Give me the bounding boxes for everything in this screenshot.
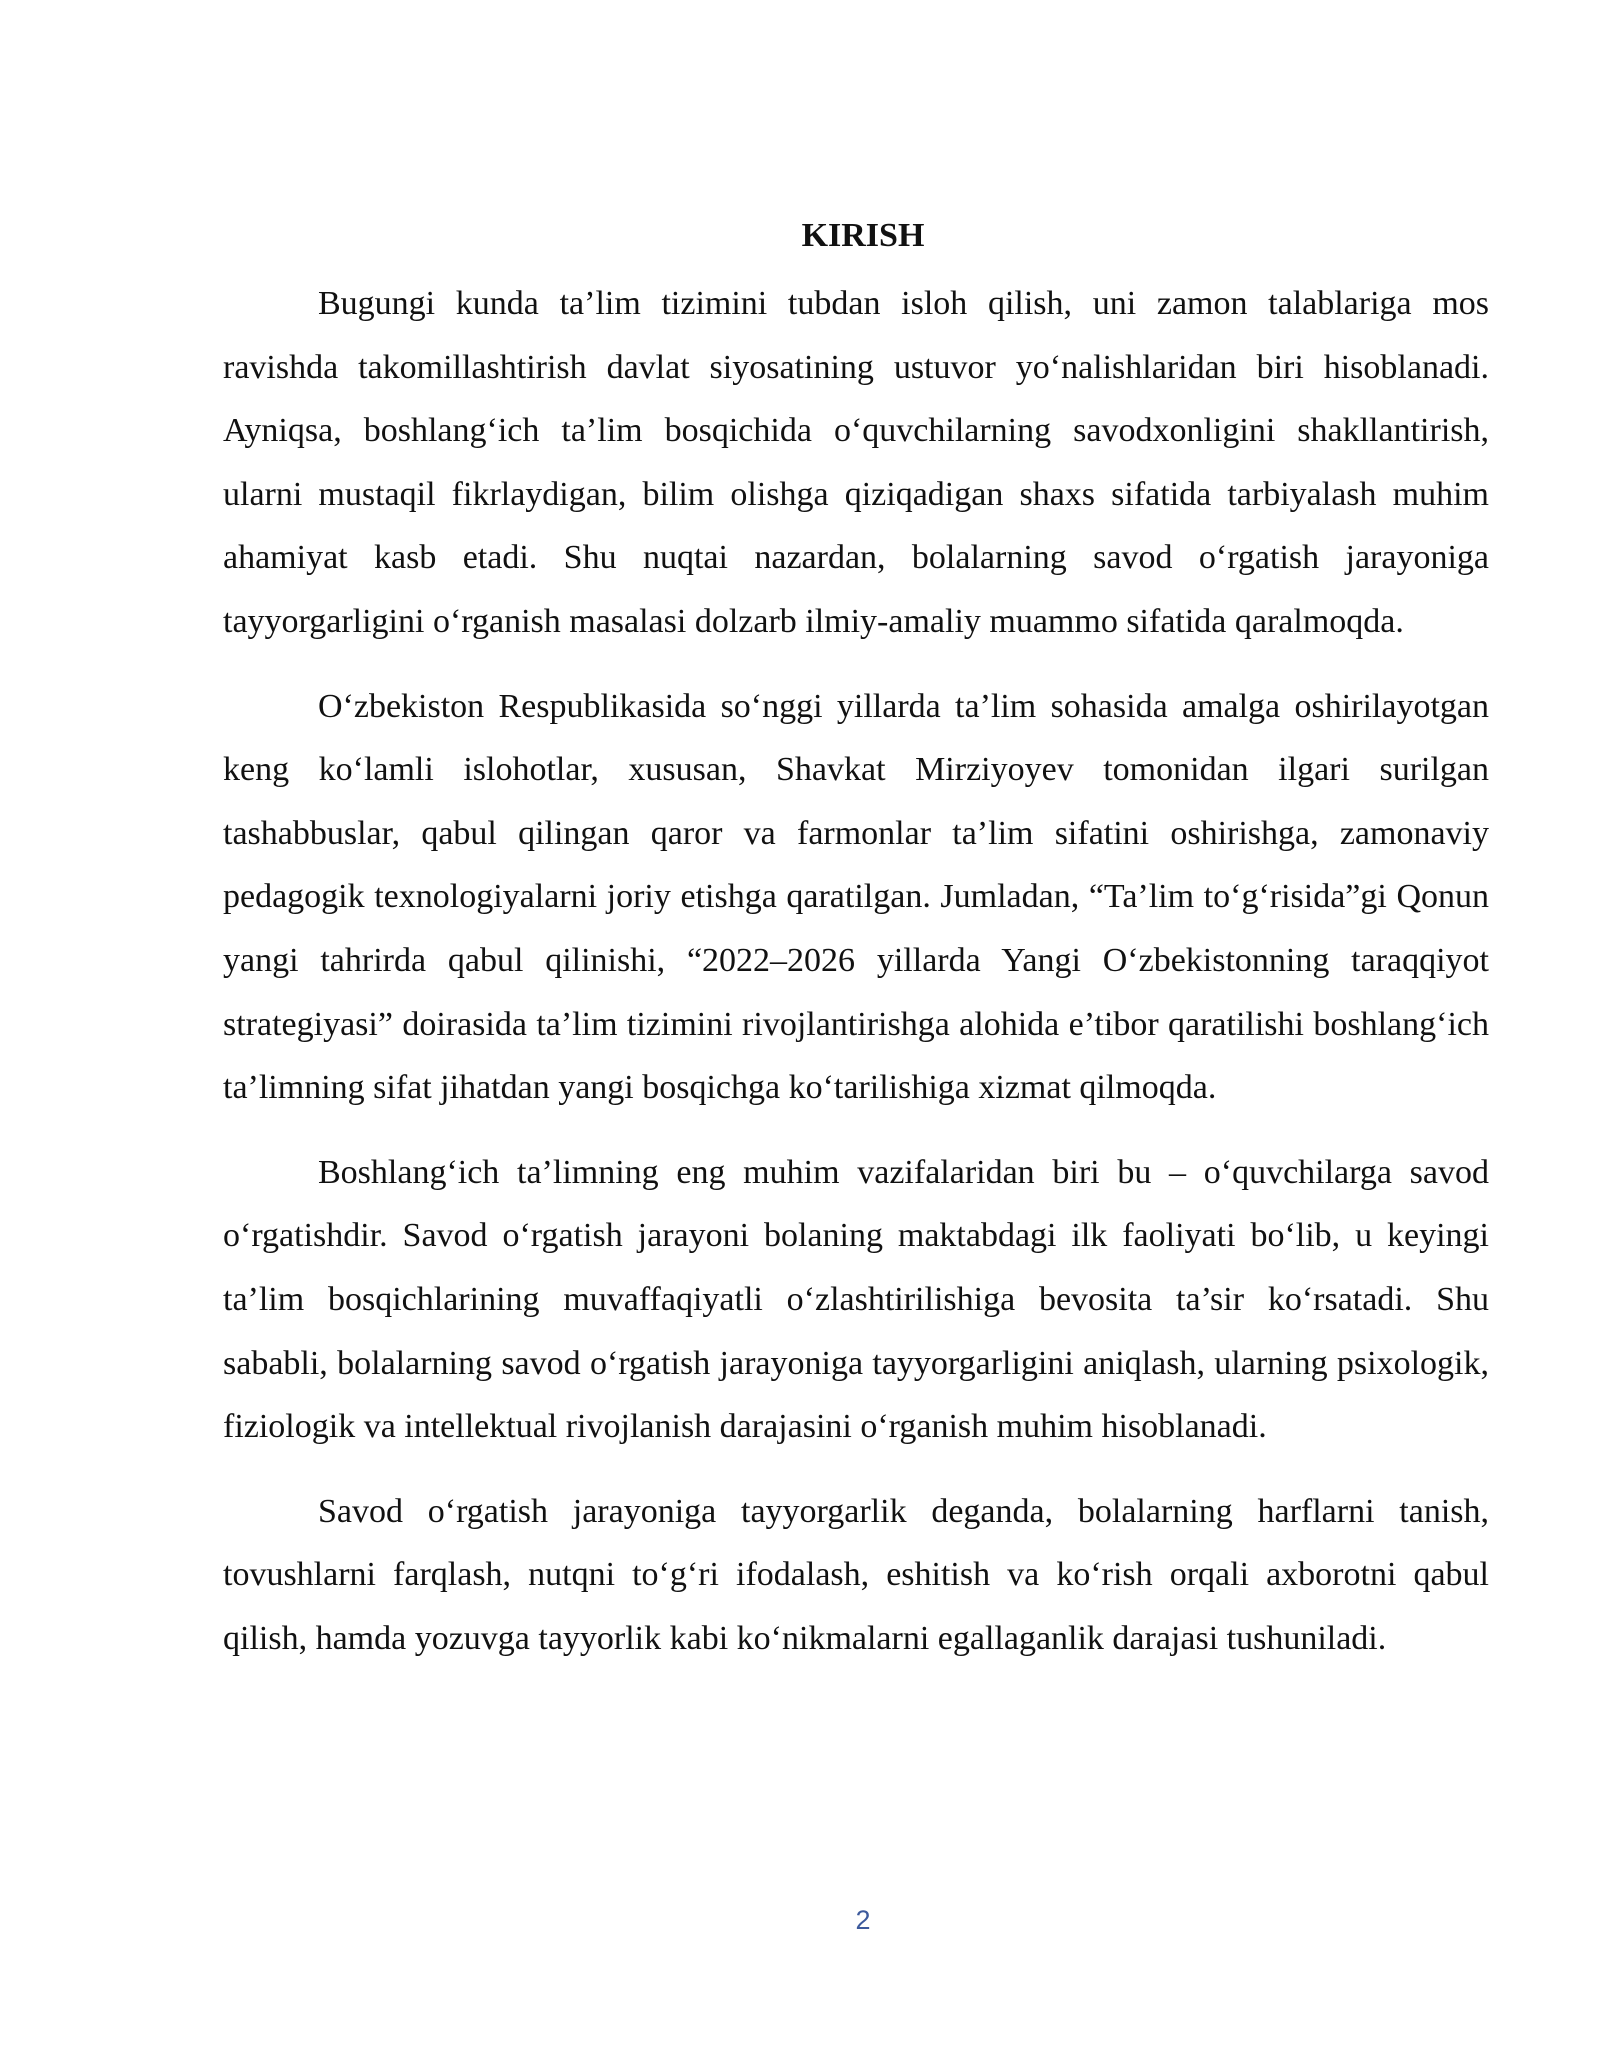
document-body: [223, 210, 1489, 1691]
section-heading: KIRISH: [801, 217, 925, 254]
paragraph-3: Boshlang‘ich ta’limning eng muhim vazifalaridan biri bu – o‘quvchilarga savod o‘rgatishdir. Savod o‘rgatish jarayoni bolaning maktabdagi ilk faoliyati bo‘lib, u keyingi ta’lim bosqichlarining muvaffaqiyatli o‘zlashtirilishiga bevosita ta’sir ko‘rsatadi. Shu sababli, bolalarning savod o‘rgatish jarayoniga tayyorgarligini aniqlash, ularning psixologik, fiziologik va intellektual rivojlanish darajasini o‘rganish muhim hisoblanadi.: [223, 1153, 1489, 1446]
paragraph-1: Bugungi kunda ta’lim tizimini tubdan isloh qilish, uni zamon talablariga mos ravishda takomillashtirish davlat siyosatining ustuvor yo‘nalishlaridan biri hisoblanadi. Ayniqsa, boshlang‘ich ta’lim bosqichida o‘quvchilarning savodxonligini shakllantirish, ularni mustaqil fikrlaydigan, bilim olishga qiziqadigan shaxs sifatida tarbiyalash muhim ahamiyat kasb etadi. Shu nuqtai nazardan, bolalarning savod o‘rgatish jarayoniga tayyorgarligini o‘rganish masalasi dolzarb ilmiy-amaliy muammo sifatida qaralmoqda.: [223, 285, 1489, 640]
page-number: 2: [855, 1905, 871, 1935]
paragraph-2: O‘zbekiston Respublikasida so‘nggi yillarda ta’lim sohasida amalga oshirilayotgan keng ko‘lamli islohotlar, xususan, Shavkat Mirziyoyev tomonidan ilgari surilgan tashabbuslar, qabul qilingan qaror va farmonlar ta’lim sifatini oshirishga, zamonaviy pedagogik texnologiyalarni joriy etishga qaratilgan. Jumladan, “Ta’lim to‘g‘risida”gi Qonun yangi tahrirda qabul qilinishi, “2022–2026 yillarda Yangi O‘zbekistonning taraqqiyot strategiyasi” doirasida ta’lim tizimini rivojlantirishga alohida e’tibor qaratilishi boshlang‘ich ta’limning sifat jihatdan yangi bosqichga ko‘tarilishiga xizmat qilmoqda.: [223, 687, 1489, 1107]
paragraph-4: Savod o‘rgatish jarayoniga tayyorgarlik deganda, bolalarning harflarni tanish, tovushlarni farqlash, nutqni to‘g‘ri ifodalash, eshitish va ko‘rish orqali axborotni qabul qilish, hamda yozuvga tayyorlik kabi ko‘nikmalarni egallaganlik darajasi tushuniladi.: [223, 1492, 1489, 1657]
